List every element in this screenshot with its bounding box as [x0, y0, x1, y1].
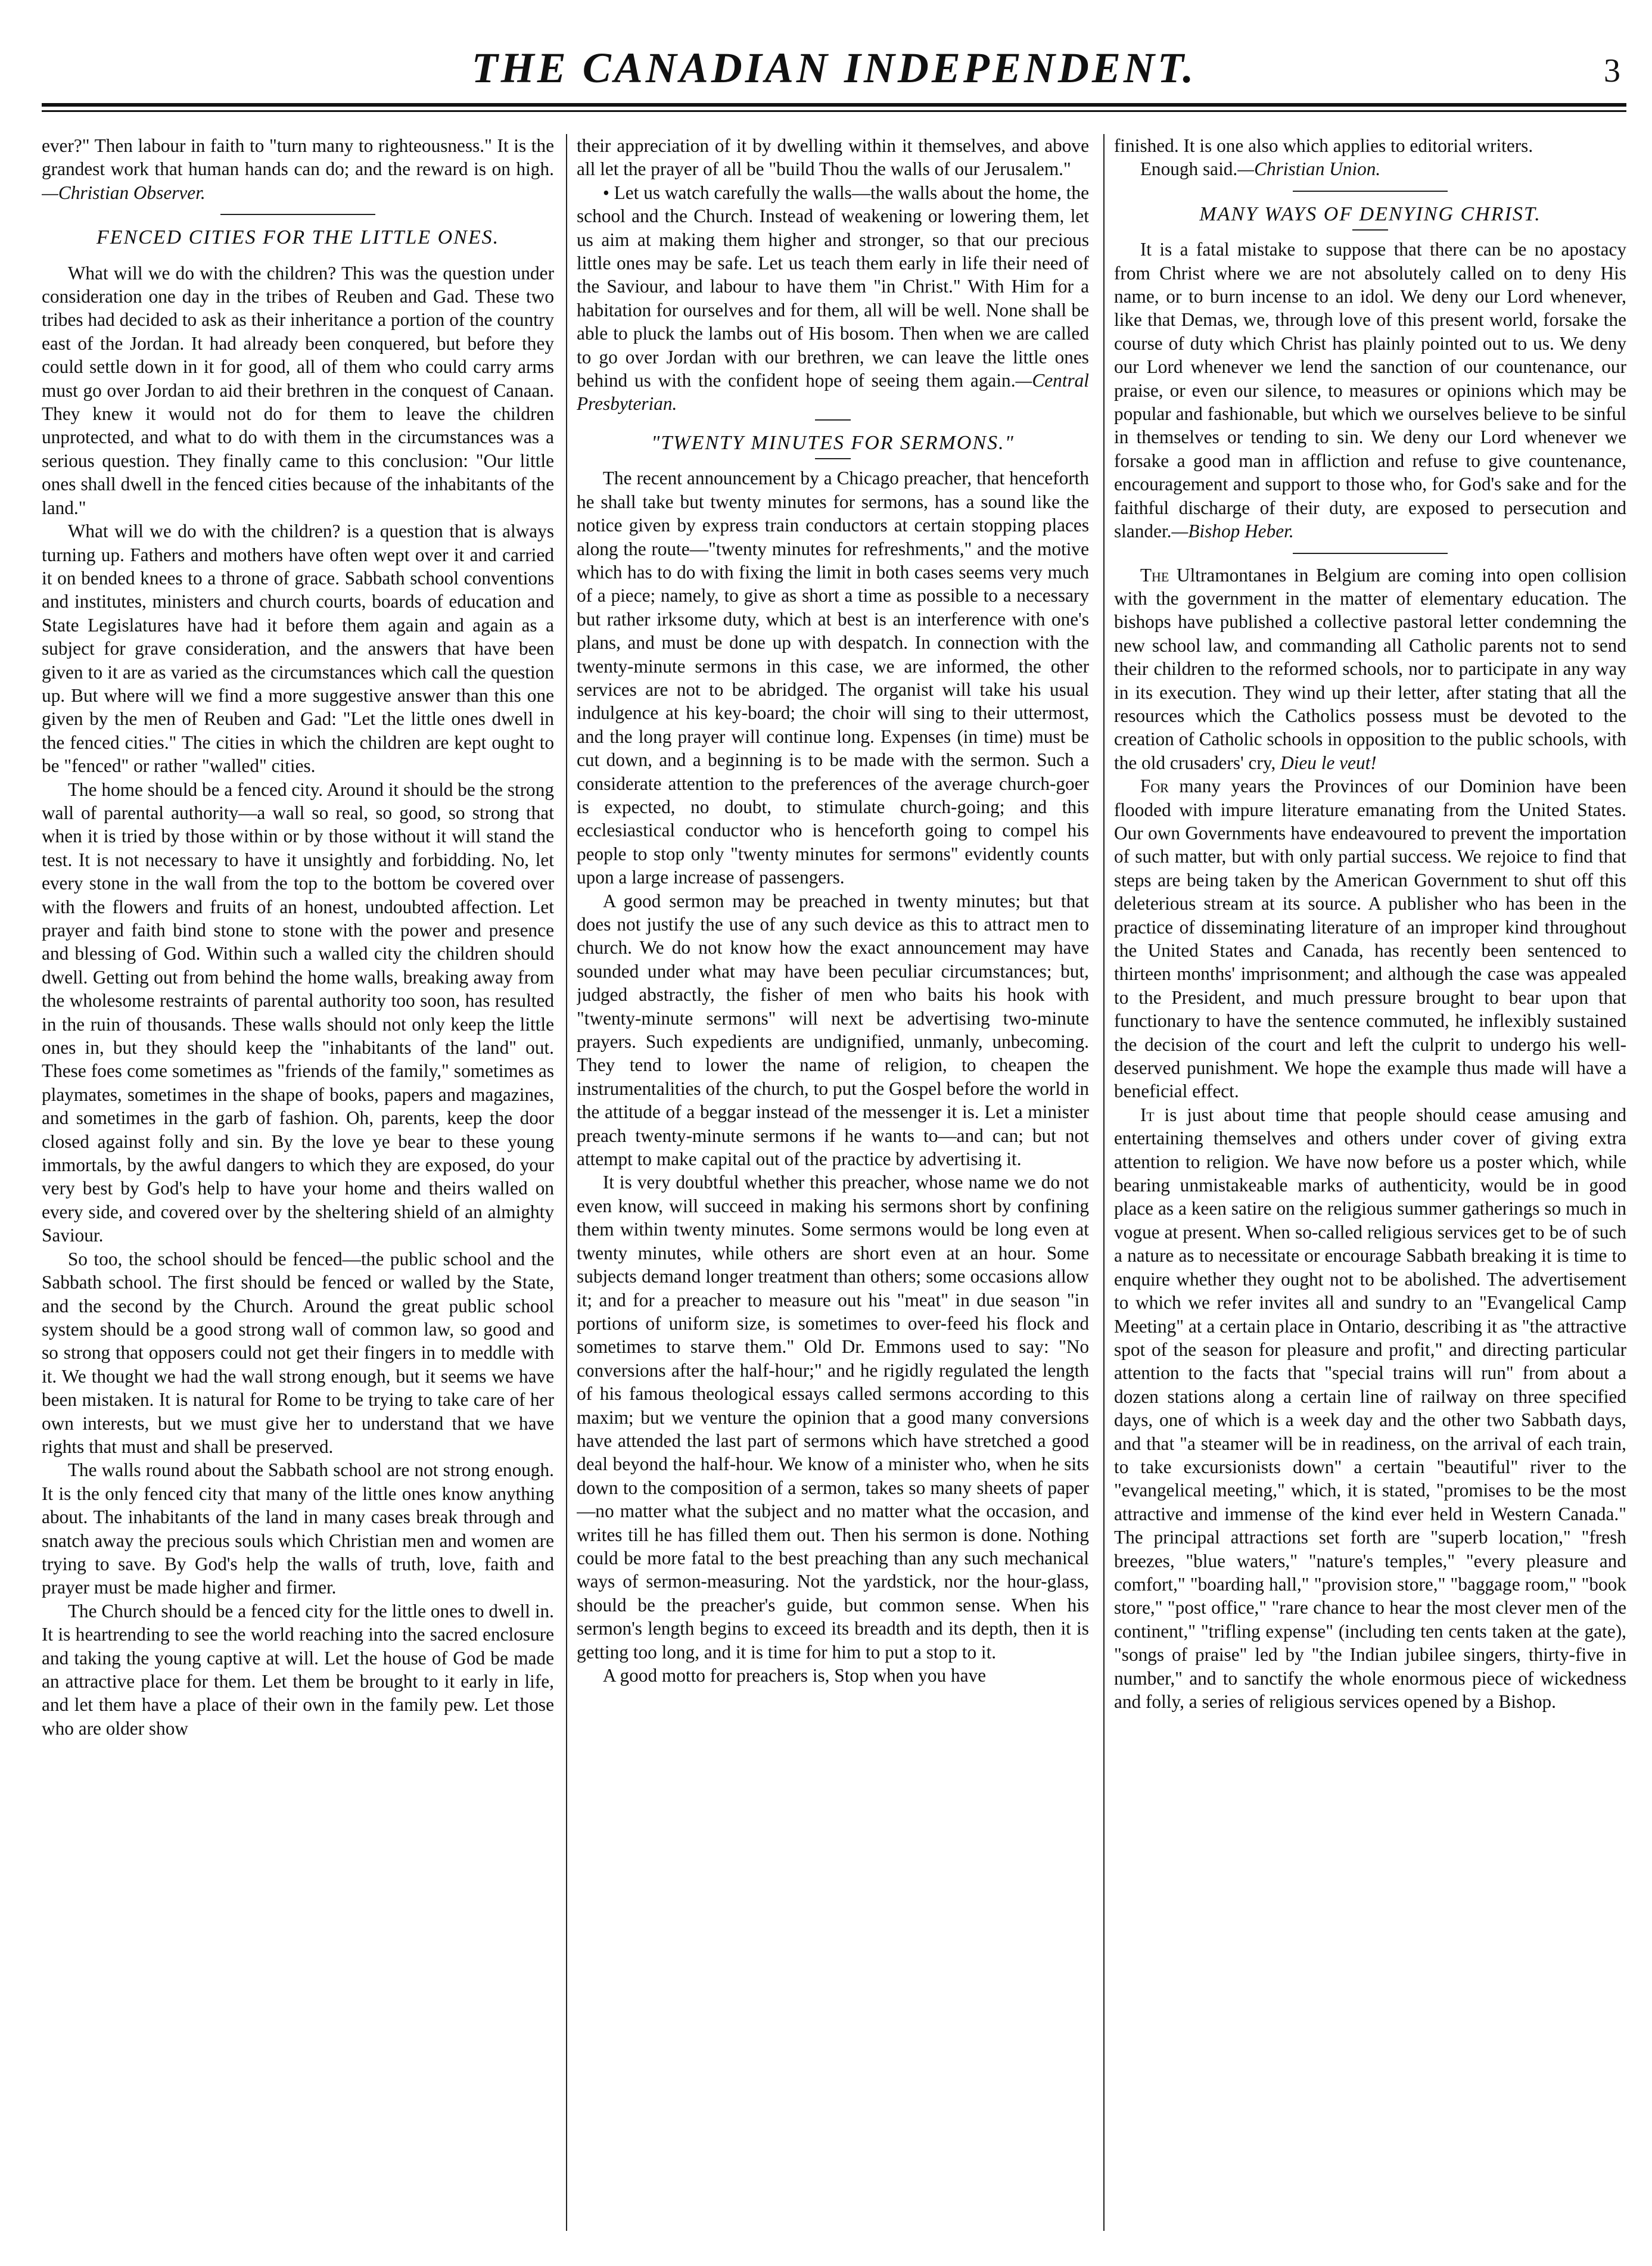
- article-paragraph: What will we do with the children? is a question that is always turning up. Fathers and mothers have often wept over it and carried it on bended knees to a throne of grace. Sabbath school conventions and institutes, ministers and church courts, boards of education and State Legislatures have had it before them again and again as a subject for grave consideration, and the answers that have been given to it are as varied as the circumstances which call the question up. But where will we find a more suggestive answer than this one given by the men of Reuben and Gad: "Let the little ones dwell in the fenced cities." The cities in which the children are kept ought to be "fenced" or rather "walled" cities.: [42, 521, 554, 777]
- article-paragraph: [1114, 1103, 1626, 1714]
- article-headline: FENCED CITIES FOR THE LITTLE ONES.: [96, 226, 500, 249]
- paragraph-text: It is a fatal mistake to suppose that there can be no apostacy from Christ where we are not absolutely called on to deny His name, or to burn incense to an idol. We deny our Lord whenever, like that Demas, we, through love of this present world, forsake the course of duty which Christ has plainly pointed out to us. We deny our Lord whenever we lend the sanction of our countenance, our praise, or even our silence, to measures or opinions which may be popular and fashionable, but which we ourselves believe to be sinful in themselves or tending to sin. We deny our Lord whenever we forsake a good man in affliction and refuse to give countenance, encouragement and support to those who, for God's sake and for the faithful discharge of their duty, are exposed to persecution and slander.: [1114, 239, 1626, 542]
- paragraph-text: ever?" Then labour in faith to "turn many to righteousness." It is the grandest work that human hands can do; and the reward is on high.: [42, 135, 554, 180]
- article-headline: MANY WAYS OF DENYING CHRIST.: [1199, 203, 1541, 225]
- bullet-icon: •: [602, 182, 609, 203]
- publication-title: THE CANADIAN INDEPENDENT.: [471, 44, 1197, 92]
- section-rule: [1293, 553, 1448, 554]
- section-rule: [1293, 191, 1448, 192]
- article-paragraph: What will we do with the children? This was the question under consideration one day in the tribes of Reuben and Gad. These two tribes had decided to ask as their inheritance a portion of the country east of the Jordan. It had already been conquered, but before they could settle down in it for good, all of them who could carry arms must go over Jordan to aid their brethren in the conquest of Canaan. They knew it would not do for them to leave the children unprotected, and what to do with them in the circumstances was a serious question. They finally came to this conclusion: "Our little ones shall dwell in the fenced cities because of the inhabitants of the land.": [42, 262, 554, 518]
- page-number: 3: [1604, 52, 1620, 89]
- article-paragraph: finished. It is one also which applies to editorial writers.: [1114, 135, 1533, 156]
- article-paragraph: So too, the school should be fenced—the public school and the Sabbath school. The first should be fenced or walled by the State, and the second by the Church. Around the great public school system should be a good strong wall of common law, so good and so strong that opposers could not get their fingers in to meddle with it. We thought we had the wall strong enough, but it seems we have been mistaken. It is natural for Rome to be trying to take care of her own interests, but we must give her to understand that we have rights that must and shall be preserved.: [42, 1248, 554, 1457]
- column-2: [577, 134, 1089, 2231]
- spacer: [42, 253, 554, 262]
- headline-rule: [1352, 229, 1388, 231]
- column-divider-1: [566, 134, 567, 2231]
- article-paragraph: The Church should be a fenced city for the little ones to dwell in. It is heartrending to see the world reaching into the sacred enclosure and taking the young captive at will. Let the house of God be made an attractive place for them. Let them be brought to it early in life, and let them have a place of their own in the family pew. Let those who are older show: [42, 1600, 554, 1739]
- masthead-rule-thick: [42, 103, 1626, 107]
- paragraph-lead: It: [1140, 1104, 1155, 1125]
- article-paragraph: [1114, 238, 1626, 543]
- paragraph-text: Ultramontanes in Belgium are coming into open collision with the government in the matter of elementary education. The bishops have published a collective pastoral letter condemning the new school law, and commanding all Catholic parents not to send their children to the reformed schools, nor to participate in any way in its execution. They wind up their letter, after stating that all the resources which the Catholics possess must be devoted to the creation of Catholic schools in opposition to the public schools, with the old crusaders' cry,: [1114, 564, 1626, 773]
- column-divider-2: [1103, 134, 1105, 2231]
- column-1: [42, 134, 554, 2231]
- article-paragraph: A good sermon may be preached in twenty minutes; but that does not justify the use of any such device as this to attract men to church. We do not know how the exact announcement may have sounded under what may have been peculiar circumstances; but, judged abstractly, the fisher of men who baits his hook with "twenty-minute sermons" will next be advertising two-minute prayers. Such expedients are undignified, unmanly, unbecoming. They tend to lower the name of religion, to cheapen the instrumentalities of the church, to put the Gospel before the world in the attitude of a beggar instead of the messenger it is. Let a minister preach twenty-minute sermons if he wants to—and can; but not attempt to make capital out of the practice by advertising it.: [577, 890, 1089, 1170]
- article-paragraph: [1114, 774, 1626, 1103]
- paragraph-quote: Dieu le veut!: [1275, 752, 1377, 773]
- article-paragraph: The home should be a fenced city. Around it should be the strong wall of parental authority—a wall so real, so good, so strong that when it is tried by those within or by those without it will stand the test. It is not necessary to have it unsightly and forbidding. No, let every stone in the wall from the top to the bottom be covered over with the flowers and fruits of an honest, undoubted affection. Let prayer and faith bind stone to stone with the power and presence and blessing of God. Within such a walled city the children should dwell. Getting out from behind the home walls, breaking away from the wholesome restraints of parental authority too soon, has resulted in the ruin of thousands. These walls should not only keep the little ones in, but they should keep the "inhabitants of the land" out. These foes come sometimes as "friends of the family," sometimes as playmates, sometimes in the shape of books, papers and magazines, and sometimes in the garb of fashion. Oh, parents, keep the door closed against folly and sin. By the love ye bear to these young immortals, by the awful dangers to which they are exposed, do your very best by God's help to have your home and theirs walled on every side, and covered over by the sheltering shield of an almighty Saviour.: [42, 779, 554, 1246]
- paragraph-lead: For: [1140, 776, 1169, 797]
- paragraph-text: many years the Provinces of our Dominion have been flooded with impure literature emanating from the United States. Our own Governments have endeavoured to prevent the importation of such matter, but with only partial success. We rejoice to find that steps are being taken by the American Government to shut off this deleterious stream at its source. A publisher who has been in the practice of disseminating literature of an improper kind throughout the United States and Canada, has recently been sentenced to thirteen months' imprisonment; and although the case was appealed to the President, and much pressure brought to bear upon that functionary to have the sentence commuted, he inflexibly sustained the decision of the court and left the culprit to undergo his well-deserved punishment. We hope the example thus made will have a beneficial effect.: [1114, 776, 1626, 1102]
- paragraph-lead: The: [1140, 564, 1169, 586]
- paragraph-text: is just about time that people should cease amusing and entertaining themselves and others under cover of giving extra attention to religion. We have now before us a poster which, while bearing unmistakeable marks of authenticity, would be in good place as a keen satire on the religious summer gatherings so much in vogue at present. When so-called religious services get to be of such a nature as to necessitate or encourage Sabbath breaking it is time to enquire whether they ought not to be abolished. The advertisement to which we refer invites all and sundry to an "Evangelical Camp Meeting" at a certain place in Ontario, describing it as "the attractive spot of the season for pleasure and profit," and directing particular attention to the facts that "special trains will run" from about a dozen stations along a certain line of railway on three specified days, one of which is a week day and the other two Sabbath days, and that "a steamer will be in readiness, on the arrival of each train, to take excursionists down" a certain "beautiful" river to the "evangelical meeting," which, it is stated, "promises to be the most attractive and immense of the kind ever held in Western Canada." The principal attractions set forth are "superb location," "fresh breezes, "blue waters," "nature's temples," "every pleasure and comfort," "boarding hall," "provision store," "baggage room," "book store," "post office," "rare chance to hear the most clever men of the continent," "trifling expense" (including ten cents taken at the gate), "songs of praise" led by "the Indian jubilee singers, thirty-five in number," and to sanctify the whole enormous piece of wickedness and folly, a series of religious services opened by a Bishop.: [1114, 1104, 1626, 1712]
- article-headline: "TWENTY MINUTES FOR SERMONS.": [651, 431, 1015, 454]
- paragraph-text: Enough said.: [1140, 158, 1238, 180]
- article-source: —Central Presbyterian.: [577, 370, 1089, 415]
- section-rule: [815, 419, 851, 421]
- section-rule: [220, 214, 375, 215]
- article-paragraph: A good motto for preachers is, Stop when you have: [602, 1665, 987, 1686]
- article-paragraph: [1114, 564, 1626, 775]
- article-source: —Bishop Heber.: [1171, 521, 1294, 542]
- article-paragraph: The walls round about the Sabbath school are not strong enough. It is the only fenced city that many of the little ones know anything about. The inhabitants of the land in many cases break through and snatch away the precious souls which Christian men and women are trying to save. By God's help the walls of truth, love, faith and prayer must be made higher and firmer.: [42, 1459, 554, 1598]
- article-paragraph: [1114, 157, 1626, 180]
- article-source: —Christian Observer.: [42, 182, 206, 203]
- masthead: [42, 33, 1626, 104]
- paragraph-text: Let us watch carefully the walls—the walls about the home, the school and the Church. Instead of weakening or lowering them, let us aim at making them higher and stronger, so that our precious little ones may be safe. Let us teach them early in life their need of the Saviour, and labour to have them "in Christ." With Him for a habitation for ourselves and for them, all will be well. None shall be able to pluck the lambs out of His bosom. Then when we are called to go over Jordan with our brethren, we can leave the little ones behind us with the confident hope of seeing them again.: [577, 182, 1089, 391]
- article-paragraph: [577, 181, 1089, 416]
- headline-rule: [815, 458, 851, 459]
- column-3: [1114, 134, 1626, 2231]
- masthead-rule-thin: [42, 110, 1626, 112]
- article-paragraph: It is very doubtful whether this preacher, whose name we do not even know, will succeed in making his sermons short by confining them within twenty minutes. Some sermons would be long even at twenty minutes, while others are short even at an hour. Some subjects demand longer treatment than others; some occasions allow it; and for a preacher to measure out his "meat" in due season "in portions of uniform size, is sometimes to over-feed his flock and sometimes to starve them." Old Dr. Emmons used to say: "No conversions after the half-hour;" and he rigidly regulated the length of his famous theological essays called sermons according to this maxim; but we venture the opinion that a good many conversions have attended the last part of sermons which have stretched a good deal beyond the half-hour. We know of a minister who, when he sits down to the composition of a sermon, takes so many sheets of paper—no matter what the subject and no matter what the occasion, and writes till he has filled them out. Then his sermon is done. Nothing could be more fatal to the best preaching than any such mechanical ways of sermon-measuring. Not the yardstick, nor the hour-glass, should be the preacher's guide, but common sense. When his sermon's length begins to exceed its breadth and its depth, then it is getting too long, and it is time for him to put a stop to it.: [577, 1172, 1089, 1663]
- article-paragraph: The recent announcement by a Chicago preacher, that henceforth he shall take but twenty minutes for sermons, has a sound like the notice given by express train conductors at certain stopping places along the route—"twenty minutes for refreshments," and the motive which has to do with fixing the limit in both cases seems very much of a piece; namely, to give as short a time as possible to a necessary but rather irksome duty, which at best is an interference with one's plans, and must be done up with despatch. In connection with the twenty-minute sermons in this case, we are informed, the other services are not to be abridged. The organist will take his usual indulgence at his key-board; the choir will sing to their uttermost, and the long prayer will continue long. Expenses (in time) must be cut down, and a beginning is to be made with the sermon. Such a considerate attention to the preferences of the average church-goer is expected, no doubt, to stimulate church-going; and this ecclesiastical conductor who is henceforth going to compel his people to stop only "twenty minutes for sermons" evidently counts upon a large increase of passengers.: [577, 468, 1089, 888]
- article-paragraph: their appreciation of it by dwelling within it themselves, and above all let the prayer of all be "build Thou the walls of our Jerusalem.": [577, 135, 1089, 180]
- article-paragraph: [42, 134, 554, 204]
- article-source: —Christian Union.: [1237, 158, 1381, 180]
